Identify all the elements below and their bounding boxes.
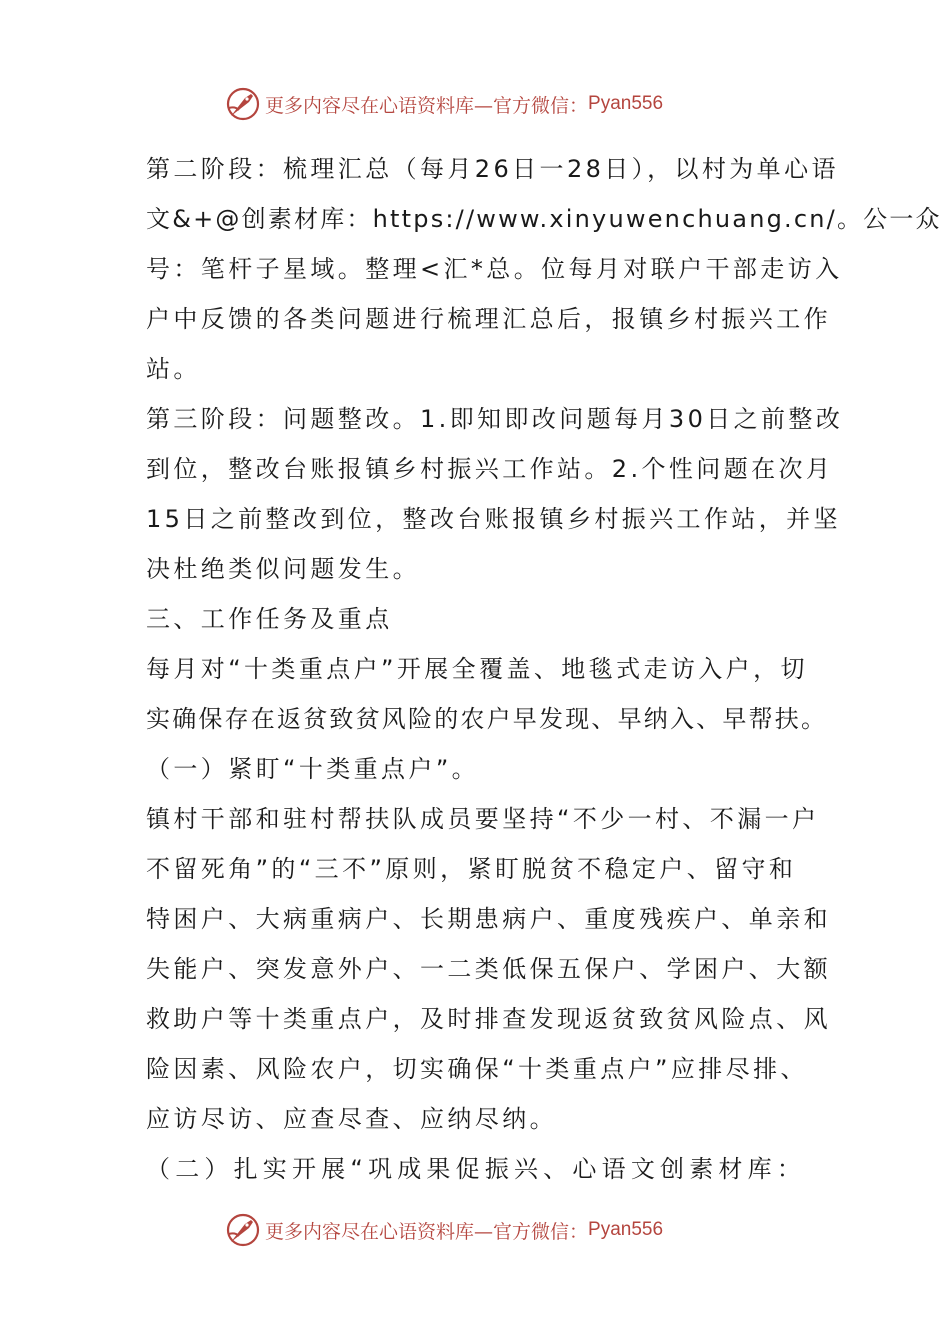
body-line: 失能户、突发意外户、一二类低保五保户、学困户、大额 (146, 955, 831, 983)
document-body (146, 144, 942, 1194)
body-line: 15日之前整改到位，整改台账报镇乡村振兴工作站，并坚 (146, 505, 841, 533)
subsection-heading: （一）紧盯“十类重点户”。 (146, 755, 480, 783)
pen-nib-logo-icon (225, 86, 261, 122)
body-line: 每月对“十类重点户”开展全覆盖、地毯式走访入户，切 (146, 655, 808, 683)
body-line: 到位，整改台账报镇乡村振兴工作站。2.个性问题在次月 (146, 455, 834, 483)
body-line: 号：笔杆子星域。整理<汇*总。位每月对联户干部走访入 (146, 255, 843, 283)
section-heading: 三、工作任务及重点 (146, 605, 393, 633)
header-watermark-banner (225, 84, 663, 124)
body-line: 第三阶段：问题整改。1.即知即改问题每月30日之前整改 (146, 405, 844, 433)
body-line: 实确保存在返贫致贫风险的农户早发现、早纳入、早帮扶。 (146, 705, 828, 733)
body-line: 文&+@创素材库：https://www.xinyuwenchuang.cn/。公一众 (146, 205, 942, 233)
body-line: 特困户、大病重病户、长期患病户、重度残疾户、单亲和 (146, 905, 831, 933)
body-line: 应访尽访、应查尽查、应纳尽纳。 (146, 1105, 557, 1133)
body-line: 站。 (146, 355, 201, 383)
body-line: 救助户等十类重点户，及时排查发现返贫致贫风险点、风 (146, 1005, 831, 1033)
body-line: 不留死角”的“三不”原则，紧盯脱贫不稳定户、留守和 (146, 855, 797, 883)
body-line: 户中反馈的各类问题进行梳理汇总后，报镇乡村振兴工作 (146, 305, 831, 333)
banner-wechat-id: Pyan556 (588, 93, 664, 114)
banner-title: 更多内容尽在心语资料库—官方微信： (265, 94, 589, 117)
body-line: 险因素、风险农户，切实确保“十类重点户”应排尽排、 (146, 1055, 808, 1083)
banner-title: 更多内容尽在心语资料库—官方微信： (265, 1220, 589, 1243)
body-line: 决杜绝类似问题发生。 (146, 555, 420, 583)
pen-nib-logo-icon (225, 1212, 261, 1248)
subsection-heading: （二）扎实开展“巩成果促振兴、心语文创素材库： (146, 1155, 807, 1183)
footer-watermark-banner (225, 1210, 663, 1250)
body-line: 第二阶段：梳理汇总（每月26日一28日），以村为单心语 (146, 155, 839, 183)
banner-wechat-id: Pyan556 (588, 1219, 664, 1240)
body-line: 镇村干部和驻村帮扶队成员要坚持“不少一村、不漏一户 (146, 805, 820, 833)
